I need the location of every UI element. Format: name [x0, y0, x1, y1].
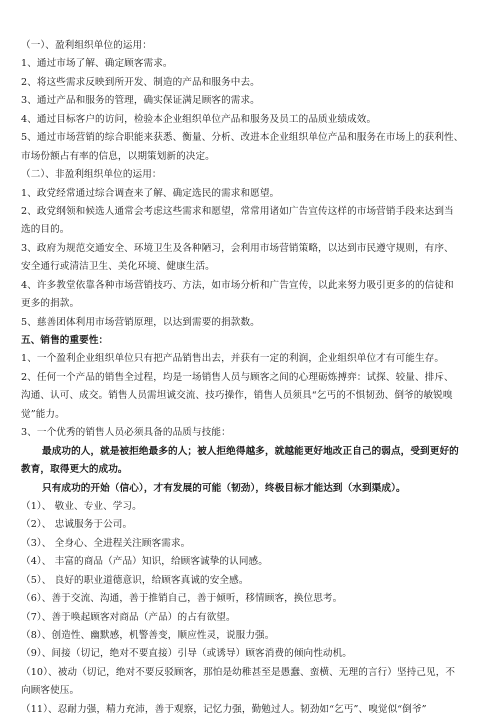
text-line: （3）、 全身心、全进程关注顾客需求。 [21, 537, 191, 549]
text-line: 向顾客使压。 [21, 685, 80, 697]
text-line: （1）、 敬业、专业、学习。 [21, 500, 142, 512]
text-line: （11）、忍耐力强，精力充沛，善于观察，记忆力强，勤勉过人。韧劲如“乞丐”、嗅觉似“倒爷” [21, 703, 427, 715]
text-line: 2、政党纲领和候选人通常会考虑这些需求和愿望，常常用诸如广告宣传这样的市场营销手段来达到当 [21, 205, 454, 217]
text-line: （6）、善于交流、沟通，善于推销自己，善于倾听，移情顾客，换位思考。 [21, 593, 343, 605]
text-line: 2、将这些需求反映到所开发、制造的产品和服务中去。 [21, 76, 260, 88]
text-line: （一）、盈利组织单位的运用： [21, 40, 152, 51]
text-line: 市场份额占有率的信息，以期策划新的决定。 [21, 150, 215, 162]
text-line: （9）、间接（切记，绝对不要直接）引导（或诱导）顾客消费的倾向性动机。 [21, 648, 352, 660]
text-line: 选的目的。 [21, 224, 70, 236]
text-line: （2）、 忠诚服务于公司。 [21, 519, 133, 531]
text-line: 5、通过市场营销的综合职能来获悉、衡量、分析、改进本企业组织单位产品和服务在市场上的获利性、 [21, 132, 464, 144]
text-line: 只有成功的开始（信心），才有发展的可能（韧劲），终极目标才能达到（水到渠成）。 [42, 482, 406, 494]
text-line: 3、一个优秀的销售人员必须具备的品质与技能： [21, 427, 231, 439]
text-line: 1、一个盈利企业组织单位只有把产品销售出去，并获有一定的利润，企业组织单位才有可能生存。 [21, 353, 445, 365]
text-line: 3、通过产品和服务的管理，确实保证满足顾客的需求。 [21, 95, 260, 107]
text-line: （5）、 良好的职业道德意识，给顾客真诚的安全感。 [21, 574, 249, 586]
text-line: 安全通行或清洁卫生、美化环境、健康生活。 [21, 261, 215, 273]
text-line: 1、通过市场了解、确定顾客需求。 [21, 58, 173, 70]
text-line: 3、政府为规范交通安全、环境卫生及各种陋习，会利用市场营销策略，以达到市民遵守规则，有序、 [21, 242, 454, 254]
text-line: 2、任何一个产品的销售全过程，均是一场销售人员与顾客之间的心理砺炼搏弈：试探、较量、排斥、 [21, 371, 454, 383]
document-body [21, 37, 479, 719]
text-line: 5、慈善团体利用市场营销原理，以达到需要的捐款数。 [21, 316, 260, 328]
text-line: （8）、创造性、幽默感，机警善变，顺应性灵，说服力强。 [21, 630, 275, 641]
text-line: 1、政党经常通过综合调查来了解、确定选民的需求和愿望。 [21, 187, 280, 199]
text-line: 教育，取得更大的成功。 [21, 464, 128, 476]
text-line: 最成功的人，就是被拒绝最多的人；被人拒绝得越多，就越能更好地改正自己的弱点，受到更好的 [42, 445, 459, 457]
text-line: （10）、被动（切记，绝对不要反驳顾客，那怕是幼稚甚至是愚蠢、蛮横、无理的言行）坚持己见，不 [21, 666, 456, 678]
text-line: （4）、 丰富的商品（产品）知识，给顾客诚挚的认同感。 [21, 556, 268, 568]
text-line: 沟通、认可、成交。销售人员需坦诚交流、技巧操作，销售人员须具“乞丐的不惧韧劲、倒爷的敏锐嗅 [21, 390, 453, 402]
text-line: 4、许多教堂依靠各种市场营销技巧、方法，如市场分析和广告宣传，以此来努力吸引更多的的信徒和 [21, 279, 454, 291]
text-line: （7）、善于唤起顾客对商品（产品）的占有欲望。 [21, 611, 236, 623]
text-line: 五、销售的重要性： [21, 335, 109, 346]
text-line: 4、通过目标客户的访问，检验本企业组织单位产品和服务及员工的品质业绩成效。 [21, 113, 377, 125]
text-line: 更多的捐款。 [21, 298, 80, 310]
text-line: （二）、非盈利组织单位的运用： [21, 169, 162, 181]
text-line: 觉”能力。 [21, 408, 65, 420]
